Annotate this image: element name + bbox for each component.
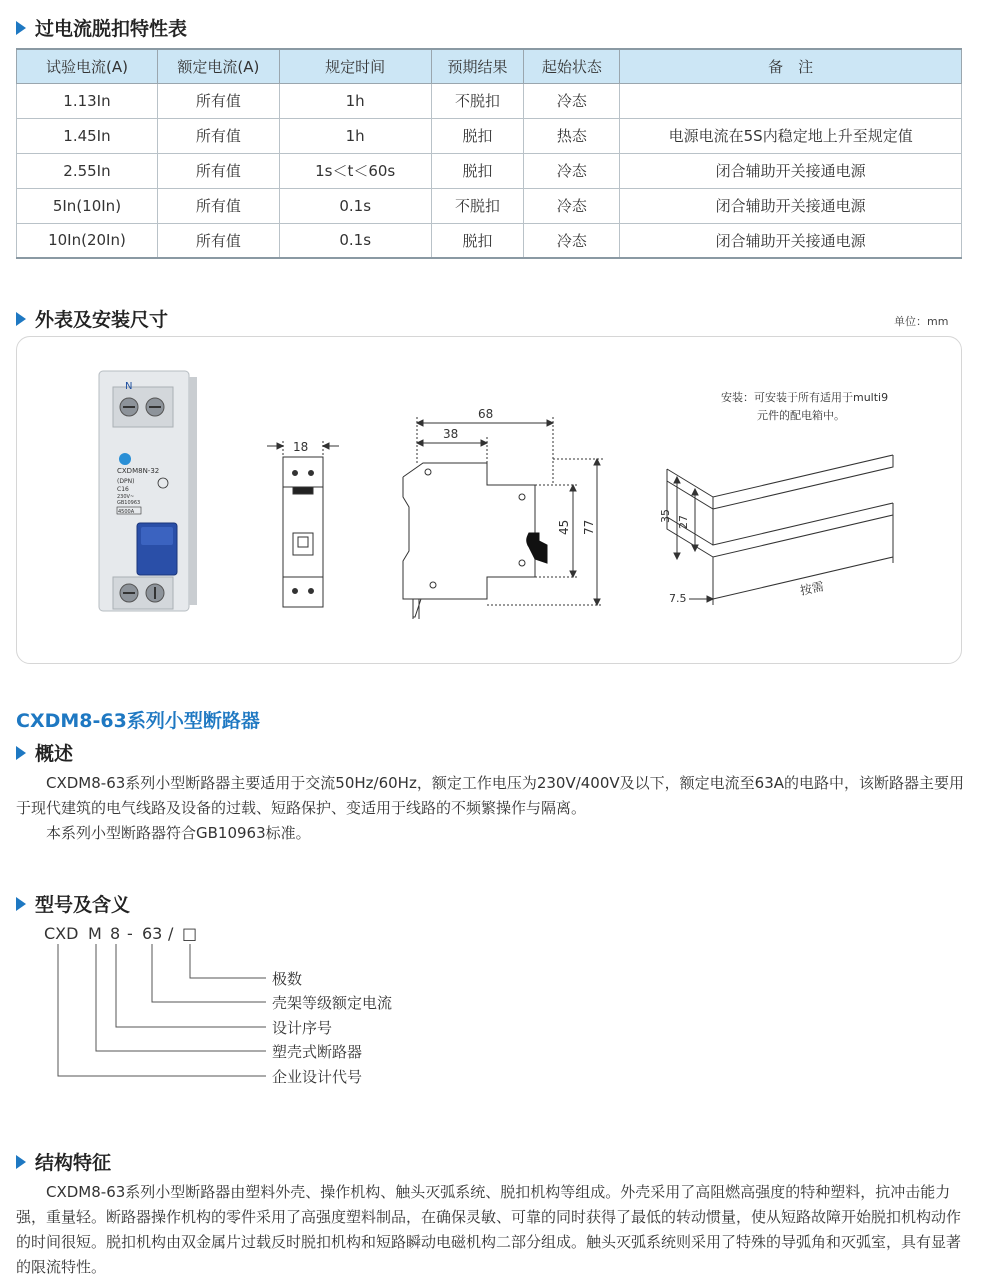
table-cell: 脱扣 (431, 153, 524, 188)
dimension-drawing-panel (16, 336, 962, 664)
series-title: CXDM8-63系列小型断路器 (16, 710, 260, 732)
section-title-text: 外表及安装尺寸 (35, 309, 169, 331)
product-voltage-label: 230V~ (117, 494, 135, 500)
table-cell: 冷态 (524, 83, 620, 118)
model-label: 设计序号 (272, 1019, 333, 1037)
table-cell: 闭合辅助开关接通电源 (620, 223, 962, 258)
triangle-bullet-icon (16, 746, 26, 760)
table-cell: 1.45In (17, 118, 158, 153)
dim-rail-depth: 7.5 (669, 592, 687, 605)
product-model-label: CXDM8N-32 (117, 467, 160, 475)
triangle-bullet-icon (16, 21, 26, 35)
header-test-current: 试验电流(A) (17, 49, 158, 83)
table-cell: 所有值 (157, 83, 279, 118)
overview-paragraph-1: CXDM8-63系列小型断路器主要适用于交流50Hz/60Hz，额定工作电压为230V/400V及以下，额定电流至63A的电路中，该断路器主要用于现代建筑的电气线路及设备的过载、短路保护、变适用于线路的不频繁操作与隔离。 (16, 774, 965, 817)
table-cell: 不脱扣 (431, 188, 524, 223)
table-cell: 10In(20In) (17, 223, 158, 258)
table-cell: 不脱扣 (431, 83, 524, 118)
section-title-overview (16, 739, 73, 766)
model-label: 塑壳式断路器 (272, 1043, 363, 1061)
table-cell: 所有值 (157, 188, 279, 223)
table-cell: 1h (279, 118, 431, 153)
dimension-drawings (17, 337, 963, 665)
header-initial-state: 起始状态 (524, 49, 620, 83)
dim-width-front: 18 (293, 440, 309, 454)
table-cell: 热态 (524, 118, 620, 153)
table-cell: 所有值 (157, 153, 279, 188)
dim-partial: 38 (443, 427, 459, 441)
product-capacity-label: 4500A (118, 509, 135, 515)
front-view-drawing (267, 441, 339, 607)
model-code-part: - (127, 924, 133, 943)
table-cell: 闭合辅助开关接通电源 (620, 153, 962, 188)
section-title-text: 概述 (35, 743, 74, 765)
unit-label: 单位：mm (894, 315, 949, 328)
table-cell: 0.1s (279, 223, 431, 258)
dim-rail-h1: 35 (659, 509, 672, 523)
model-label: 极数 (272, 970, 303, 988)
table-cell: 电源电流在5S内稳定地上升至规定值 (620, 118, 962, 153)
table-cell: 5In(10In) (17, 188, 158, 223)
table-row (17, 223, 962, 258)
section-title-text: 结构特征 (35, 1152, 112, 1174)
header-time: 规定时间 (279, 49, 431, 83)
dim-rail-length: 按需 (798, 579, 826, 598)
dim-rail-h2: 27 (677, 515, 690, 529)
model-label: 企业设计代号 (272, 1068, 363, 1086)
table-cell: 1.13In (17, 83, 158, 118)
triangle-bullet-icon (16, 1155, 26, 1169)
table-cell: 闭合辅助开关接通电源 (620, 188, 962, 223)
din-rail-drawing (667, 455, 893, 605)
model-code-part: 8 (110, 924, 121, 943)
model-code-part: □ (182, 924, 198, 943)
table-header-row (17, 49, 962, 83)
table-row (17, 188, 962, 223)
table-cell: 脱扣 (431, 118, 524, 153)
breaker-product-illustration (99, 371, 197, 611)
product-rating-label: C16 (117, 486, 129, 493)
table-row (17, 83, 962, 118)
triangle-bullet-icon (16, 312, 26, 326)
install-note-line-2: 元件的配电箱中。 (757, 409, 845, 422)
section-title-structure (16, 1148, 111, 1175)
side-view-drawing (403, 417, 603, 619)
dim-height-total: 77 (582, 519, 596, 535)
section-title-text: 型号及含义 (35, 894, 131, 916)
structure-paragraph-1: CXDM8-63系列小型断路器由塑料外壳、操作机构、触头灭弧系统、脱扣机构等组成。外壳采用了高阻燃高强度的特种塑料，抗冲击能力强，重量轻。断路器操作机构的零件采用了高强度塑料制品，在确保灵敏、可靠的同时获得了最低的转动惯量，使从短路故障开始脱扣机构动作的时间很短。脱扣机构由双金属片过载反时脱扣机构和短路瞬动电磁机构二部分组成。触头灭弧系统则采用了特殊的导弧角和灭弧室，具有显著的限流特性。 (16, 1183, 962, 1276)
model-code-part: M (88, 924, 102, 943)
product-dpn-label: (DPN) (117, 478, 135, 485)
terminal-letter: N (125, 381, 133, 392)
table-row (17, 153, 962, 188)
model-code-part: CXD (44, 924, 79, 943)
table-cell: 所有值 (157, 223, 279, 258)
structure-text (16, 1180, 968, 1280)
model-label: 壳架等级额定电流 (272, 994, 393, 1012)
section-title-text: 过电流脱扣特性表 (35, 18, 188, 40)
header-rated-current: 额定电流(A) (157, 49, 279, 83)
table-cell: 0.1s (279, 188, 431, 223)
table-cell: 冷态 (524, 188, 620, 223)
dim-height-inner: 45 (557, 519, 571, 535)
table-cell: 1s＜t＜60s (279, 153, 431, 188)
model-code-part: 63 (142, 924, 163, 943)
table-cell: 冷态 (524, 223, 620, 258)
section-title-characteristics (16, 14, 187, 41)
section-title-dimensions (16, 305, 168, 332)
header-expected-result: 预期结果 (431, 49, 524, 83)
header-remarks: 备 注 (620, 49, 962, 83)
table-cell: 所有值 (157, 118, 279, 153)
product-standard-label: GB10963 (117, 500, 141, 506)
model-code-part: / (168, 924, 174, 943)
section-title-model (16, 890, 130, 917)
dim-overall: 68 (478, 407, 494, 421)
overview-paragraph-2: 本系列小型断路器符合GB10963标准。 (46, 824, 311, 842)
table-row (17, 118, 962, 153)
table-cell: 脱扣 (431, 223, 524, 258)
install-note-line-1: 安装：可安装于所有适用于multi9 (721, 391, 889, 404)
triangle-bullet-icon (16, 897, 26, 911)
table-cell (620, 83, 962, 118)
trip-characteristics-table (16, 48, 962, 259)
table-cell: 1h (279, 83, 431, 118)
table-cell: 2.55In (17, 153, 158, 188)
table-cell: 冷态 (524, 153, 620, 188)
overview-text (16, 771, 968, 846)
